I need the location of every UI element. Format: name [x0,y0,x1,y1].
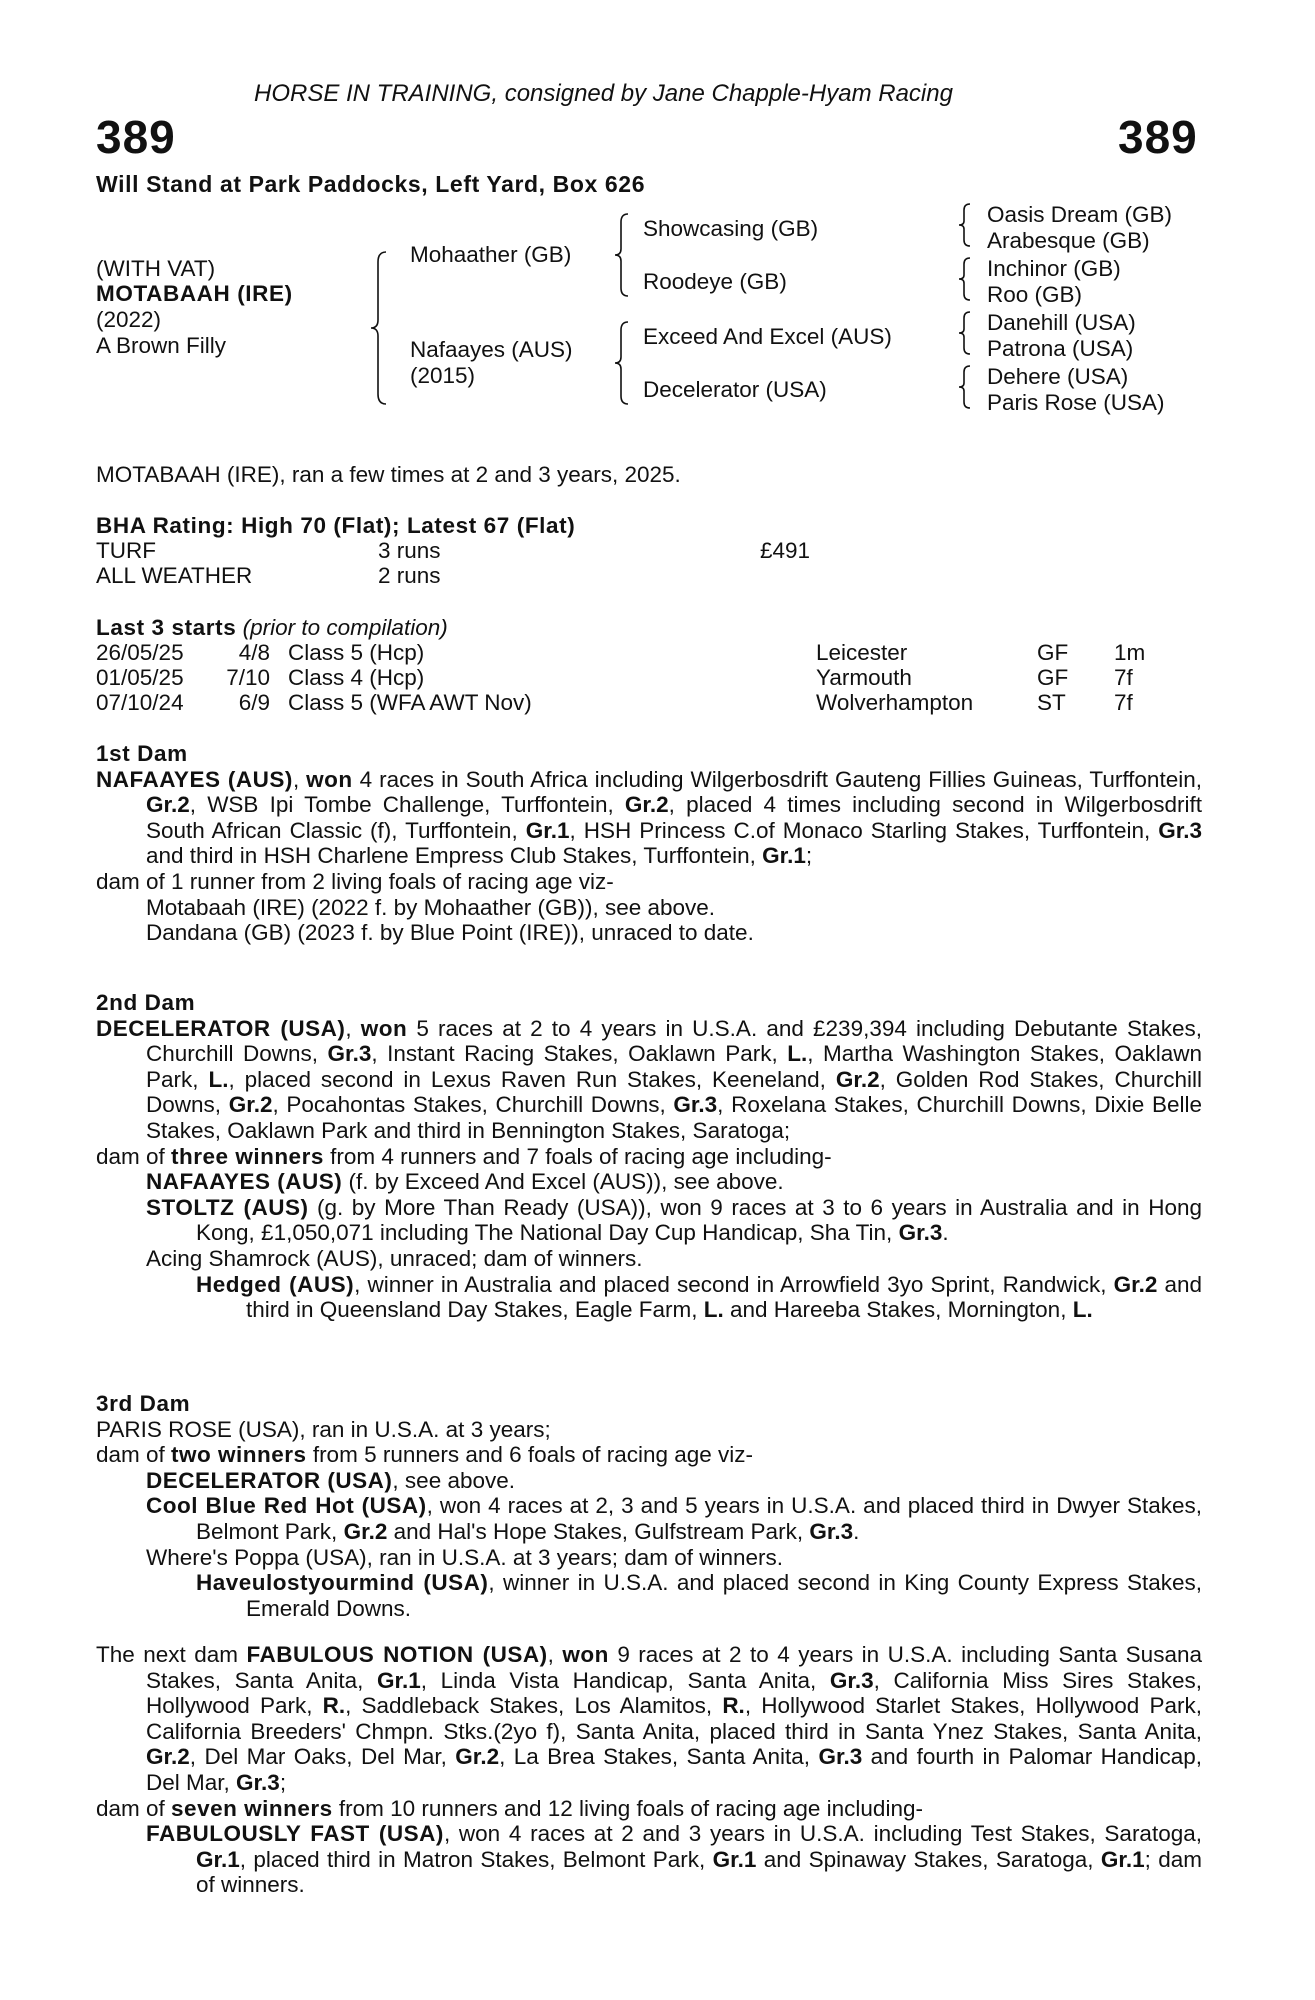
second-dam-foal: Acing Shamrock (AUS), unraced; dam of winners. [146,1245,643,1271]
pedigree-brace-g3-1 [956,202,974,248]
horse-name: MOTABAAH (IRE) [96,281,293,306]
start-class: Class 4 (Hcp) [288,665,425,690]
rating-runs: 2 runs [378,563,441,588]
pedigree-brace-g3-2 [956,256,974,302]
start-class: Class 5 (WFA AWT Nov) [288,690,532,715]
third-dam-foal: DECELERATOR (USA), see above. [146,1467,516,1493]
sire-sire: Showcasing (GB) [643,216,819,241]
grand-produce: Hedged (AUS), winner in Australia and placed second in Arrowfield 3yo Sprint, Randwick, Gr.2 and third in Queensland Day Stakes, Eagle Farm, L. and Hareeba Stakes, Mornington, L. [196,1271,1202,1323]
last-starts-heading [96,615,448,641]
second-dam-section [96,990,1202,1323]
second-dam-produce-summary: dam of three winners from 4 runners and 7 foals of racing age including- [96,1143,832,1169]
third-dam-produce-summary: dam of two winners from 5 runners and 6 foals of racing age viz- [96,1442,754,1468]
next-dam-produce-summary: dam of seven winners from 10 runners and 12 living foals of racing age including- [96,1795,923,1821]
ancestor-gen3: Patrona (USA) [987,336,1134,361]
dam-dam: Decelerator (USA) [643,377,827,402]
stabling-location: Will Stand at Park Paddocks, Left Yard, Box 626 [96,171,646,197]
horse-description: A Brown Filly [96,333,227,358]
start-position: 7/10 [226,665,270,690]
next-dam-record: The next dam FABULOUS NOTION (USA), won 9 races at 2 to 4 years in U.S.A. including Santa Susana Stakes, Santa Anita, Gr.1, Linda Vista Handicap, Santa Anita, Gr.3, California Miss Sires Stakes, Hollywood Park, R., Saddleback Stakes, Los Alamitos, R., Hollywood Starlet Stakes, Hollywood Park, California Breeders' Chmpn. Stks.(2yo f), Santa Anita, placed third in Santa Ynez Stakes, Santa Anita, Gr.2, Del Mar Oaks, Del Mar, Gr.2, La Brea Stakes, Santa Anita, Gr.3 and fourth in Palomar Handicap, Del Mar, Gr.3; [96,1642,1202,1795]
start-date: 26/05/25 [96,640,184,665]
ancestor-gen3: Paris Rose (USA) [987,390,1165,415]
start-distance: 7f [1114,665,1133,690]
start-course: Leicester [816,640,908,665]
first-dam-section [96,741,1202,946]
ancestor-gen3: Oasis Dream (GB) [987,202,1173,227]
first-dam-foal: Motabaah (IRE) (2022 f. by Mohaather (GB)), see above. [146,894,716,920]
next-dam-section [96,1642,1202,1898]
third-dam-foal: Cool Blue Red Hot (USA), won 4 races at 2, 3 and 5 years in U.S.A. and placed third in Dwyer Stakes, Belmont Park, Gr.2 and Hal's Hope Stakes, Gulfstream Park, Gr.3. [146,1493,1203,1544]
ancestor-gen3: Dehere (USA) [987,364,1129,389]
second-dam-foal: NAFAAYES (AUS) (f. by Exceed And Excel (AUS)), see above. [146,1169,784,1195]
start-going: GF [1037,640,1069,665]
start-distance: 1m [1114,640,1146,665]
ancestor-gen3: Roo (GB) [987,282,1083,307]
start-going: GF [1037,665,1069,690]
start-date: 01/05/25 [96,665,184,690]
sire-dam: Roodeye (GB) [643,269,787,294]
ancestor-gen3: Inchinor (GB) [987,256,1121,281]
second-dam-record: DECELERATOR (USA), won 5 races at 2 to 4 years in U.S.A. and £239,394 including Debutante Stakes, Churchill Downs, Gr.3, Instant Racing Stakes, Oaklawn Park, L., Martha Washington Stakes, Oaklawn Park, L., placed second in Lexus Raven Run Stakes, Keeneland, Gr.2, Golden Rod Stakes, Churchill Downs, Gr.2, Pocahontas Stakes, Churchill Downs, Gr.3, Roxelana Stakes, Churchill Downs, Dixie Belle Stakes, Oaklawn Park and third in Bennington Stakes, Saratoga; [96,1015,1203,1143]
sire: Mohaather (GB) [410,242,572,267]
third-dam-record: PARIS ROSE (USA), ran in U.S.A. at 3 years; [96,1416,551,1442]
last-starts-note: (prior to compilation) [242,615,448,640]
rating-surface: ALL WEATHER [96,563,253,588]
first-dam-produce-summary: dam of 1 runner from 2 living foals of racing age viz- [96,868,614,894]
dam-year: (2015) [410,363,476,388]
pedigree-brace-g3-3 [956,310,974,356]
third-dam-section [96,1391,1202,1621]
rating-runs: 3 runs [378,538,441,563]
catalogue-header: HORSE IN TRAINING, consigned by Jane Chapple-Hyam Racing [254,80,953,107]
lot-number-left: 389 [96,111,176,163]
rating-earnings: £491 [760,538,811,563]
dam: Nafaayes (AUS) [410,337,573,362]
pedigree-brace-g3-4 [956,364,974,410]
start-position: 6/9 [238,690,270,715]
lot-number-right: 389 [1118,111,1198,163]
bha-rating-heading: BHA Rating: High 70 (Flat); Latest 67 (Flat) [96,513,576,538]
vat-note: (WITH VAT) [96,256,216,281]
dam-sire: Exceed And Excel (AUS) [643,324,892,349]
next-dam-foal: FABULOUSLY FAST (USA), won 4 races at 2 and 3 years in U.S.A. including Test Stakes, Saratoga, Gr.1, placed third in Matron Stakes, Belmont Park, Gr.1 and Spinaway Stakes, Saratoga, Gr.1; dam of winners. [146,1821,1202,1898]
second-dam-heading: 2nd Dam [96,990,196,1015]
start-course: Wolverhampton [816,690,974,715]
rating-surface: TURF [96,538,156,563]
first-dam-record: NAFAAYES (AUS), won 4 races in South Africa including Wilgerbosdrift Gauteng Fillies Guineas, Turffontein, Gr.2, WSB Ipi Tombe Challenge, Turffontein, Gr.2, placed 4 times including second in Wilgerbosdrift South African Classic (f), Turffontein, Gr.1, HSH Princess C.of Monaco Starling Stakes, Turffontein, Gr.3 and third in HSH Charlene Empress Club Stakes, Turffontein, Gr.1; [96,766,1203,869]
third-dam-heading: 3rd Dam [96,1391,191,1416]
ancestor-gen3: Arabesque (GB) [987,228,1150,253]
racing-summary: MOTABAAH (IRE), ran a few times at 2 and 3 years, 2025. [96,462,681,487]
start-position: 4/8 [238,640,270,665]
horse-year: (2022) [96,307,162,332]
start-course: Yarmouth [816,665,912,690]
start-date: 07/10/24 [96,690,184,715]
third-dam-foal: Where's Poppa (USA), ran in U.S.A. at 3 years; dam of winners. [146,1544,784,1570]
pedigree-brace-sire [612,212,632,298]
last-starts-title: Last 3 starts [96,615,237,640]
ancestor-gen3: Danehill (USA) [987,310,1136,335]
start-going: ST [1037,690,1066,715]
grand-produce: Haveulostyourmind (USA), winner in U.S.A. and placed second in King County Express Stakes, Emerald Downs. [196,1570,1202,1621]
first-dam-heading: 1st Dam [96,741,188,766]
first-dam-foal: Dandana (GB) (2023 f. by Blue Point (IRE)), unraced to date. [146,920,754,946]
second-dam-foal: STOLTZ (AUS) (g. by More Than Ready (USA)), won 9 races at 3 to 6 years in Australia and in Hong Kong, £1,050,071 including The National Day Cup Handicap, Sha Tin, Gr.3. [146,1194,1202,1246]
start-class: Class 5 (Hcp) [288,640,425,665]
pedigree-brace-dam [612,320,632,406]
pedigree-brace-main [368,250,392,406]
start-distance: 7f [1114,690,1133,715]
